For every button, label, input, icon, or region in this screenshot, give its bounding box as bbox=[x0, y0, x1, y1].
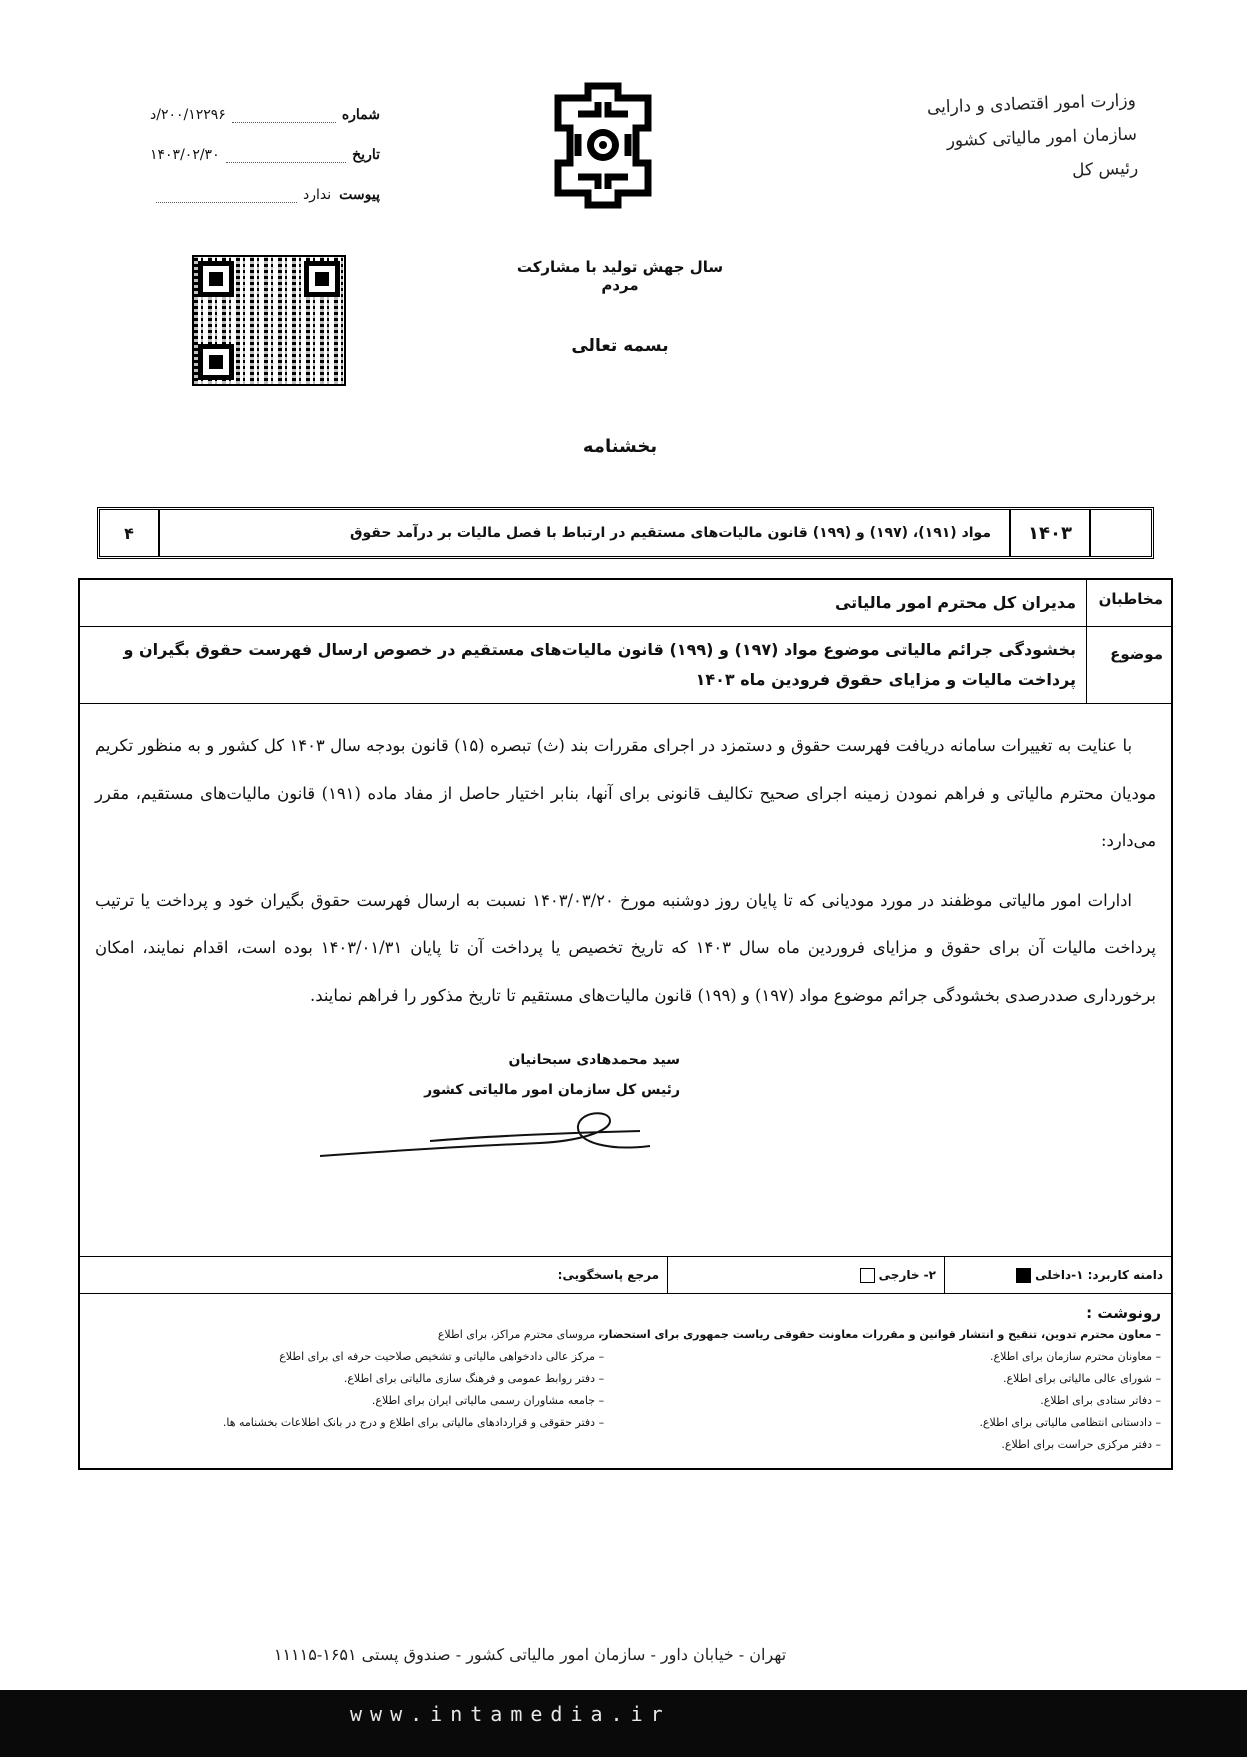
usage-label: دامنه کاربرد: bbox=[1087, 1268, 1163, 1282]
bismillah: بسمه تعالی bbox=[571, 336, 669, 356]
cc-right-item: – دادستانی انتظامی مالیاتی برای اطلاع. bbox=[647, 1412, 1161, 1434]
header-number: ۴ bbox=[124, 523, 134, 543]
copies-full-text: معاون محترم تدوین، تنقیح و انتشار قوانین و مقررات معاونت حقوقی ریاست جمهوری برای استحضار. bbox=[598, 1328, 1152, 1341]
circular-text bbox=[80, 704, 1171, 1019]
cc-left-item: – مروسای محترم مراکز، برای اطلاع bbox=[90, 1324, 604, 1346]
year-slogan: سال جهش تولید با مشارکت مردم bbox=[516, 258, 724, 294]
cc-left-item: – دفتر حقوقی و قراردادهای مالیاتی برای اطلاع و درج در بانک اطلاعات بخشنامه ها. bbox=[90, 1412, 604, 1434]
qr-code bbox=[192, 255, 346, 386]
addressees-label: مخاطبان bbox=[1086, 580, 1171, 626]
signatory-title: رئیس کل سازمان امور مالیاتی کشور bbox=[424, 1082, 680, 1098]
circular-body-table bbox=[78, 578, 1173, 1470]
cc-right-item: – معاونان محترم سازمان برای اطلاع. bbox=[647, 1346, 1161, 1368]
circular-header-bar bbox=[97, 507, 1154, 559]
header-subject: مواد (۱۹۱)، (۱۹۷) و (۱۹۹) قانون مالیات‌های مستقیم در ارتباط با فصل مالیات بر درآمد حقوق bbox=[158, 510, 1009, 556]
cc-right-item: – دفتر مرکزی حراست برای اطلاع. bbox=[647, 1434, 1161, 1456]
cc-left-item: – جامعه مشاوران رسمی مالیاتی ایران برای اطلاع. bbox=[90, 1390, 604, 1412]
ministry-line-2: سازمان امور مالیاتی کشور bbox=[946, 124, 1138, 152]
usage-scope-row bbox=[80, 1256, 1171, 1294]
paragraph-2: ادارات امور مالیاتی موظفند در مورد مودیانی که تا پایان روز دوشنبه مورخ ۱۴۰۳/۰۳/۲۰ نسبت به ارسال فهرست حقوق بگیران خود و پرداخت یا ترتیب پرداخت مالیات آن برای حقوق و مزایای فروردین ماه سال ۱۴۰۳ که تاریخ تخصیص یا پرداخت آن تا پایان ۱۴۰۳/۰۱/۳۱ بوده است، اقدام نمایند، امکان برخورداری صددرصدی بخشودگی جرائم موضوع مواد (۱۹۷) و (۱۹۹) قانون مالیات‌های مستقیم تا تاریخ مذکور را فراهم نمایند. bbox=[95, 890, 1156, 1005]
copies-section bbox=[80, 1294, 1171, 1468]
internal-checkbox[interactable] bbox=[1016, 1268, 1031, 1283]
addressees-value: مدیران کل محترم امور مالیاتی bbox=[834, 593, 1076, 612]
reference-label: مرجع پاسخگویی: bbox=[557, 1268, 659, 1282]
reference-cell bbox=[80, 1257, 667, 1293]
ministry-line-3: رئیس کل bbox=[1071, 158, 1139, 181]
number-label: شماره bbox=[341, 107, 380, 123]
usage-external-label: ۲- خارجی bbox=[878, 1268, 936, 1282]
header-year: ۱۴۰۳ bbox=[1009, 510, 1089, 556]
subject-value: بخشودگی جرائم مالیاتی موضوع مواد (۱۹۷) و (۱۹۹) قانون مالیات‌های مستقیم در خصوص ارسال فهرست حقوق بگیران و پرداخت مالیات و مزایای حقوق فرودین ماه ۱۴۰۳ bbox=[123, 640, 1076, 689]
cc-right-item: – شورای عالی مالیاتی برای اطلاع. bbox=[647, 1368, 1161, 1390]
cc-left-item: – مرکز عالی دادخواهی مالیاتی و تشخیص صلاحیت حرفه ای برای اطلاع bbox=[90, 1346, 604, 1368]
ministry-heading bbox=[875, 83, 1138, 194]
addressees-row bbox=[80, 580, 1171, 627]
tax-organization-emblem-icon bbox=[548, 78, 658, 213]
date-label: تاریخ bbox=[352, 147, 380, 163]
subject-row bbox=[80, 627, 1171, 704]
copies-title: رونوشت : bbox=[1086, 1304, 1161, 1322]
handwritten-signature-icon bbox=[310, 1091, 670, 1171]
paragraph-1: با عنایت به تغییرات سامانه دریافت فهرست حقوق و دستمزد در اجرای مقررات بند (ث) تبصره (۱۵) قانون بودجه سال ۱۴۰۳ کل کشور و به منظور تکریم مودیان محترم مالیاتی و فراهم نمودن زمینه اجرای صحیح تکالیف قانونی برای آنها، بنابر اختیار حاصل از مفاد ماده (۱۹۱) قانون مالیات‌های مستقیم، مقرر می‌دارد: bbox=[95, 736, 1156, 850]
attachment-value: ندارد bbox=[303, 187, 332, 203]
cc-left-item: – دفتر روابط عمومی و فرهنگ سازی مالیاتی برای اطلاع. bbox=[90, 1368, 604, 1390]
letter-meta bbox=[150, 95, 380, 215]
usage-internal-label: ۱-داخلی bbox=[1035, 1268, 1084, 1282]
subject-label: موضوع bbox=[1086, 627, 1171, 703]
copies-left-column bbox=[90, 1324, 604, 1456]
copies-right-column bbox=[647, 1346, 1161, 1456]
usage-internal bbox=[944, 1257, 1171, 1293]
usage-external bbox=[667, 1257, 944, 1293]
number-value: ۲۰۰/۱۲۲۹۶/د bbox=[150, 107, 226, 123]
external-checkbox[interactable] bbox=[860, 1268, 875, 1283]
website-watermark: www.intamedia.ir bbox=[350, 1702, 671, 1726]
footer-address: تهران - خیابان داور - سازمان امور مالیاتی کشور - صندوق پستی ۱۶۵۱-۱۱۱۱۵ bbox=[273, 1645, 787, 1664]
circular-title: بخشنامه bbox=[582, 436, 658, 457]
signature-block bbox=[80, 1031, 1171, 1256]
header-empty-cell bbox=[1089, 510, 1151, 556]
attachment-label: پیوست bbox=[339, 187, 380, 203]
signatory-name: سید محمدهادی سبحانیان bbox=[508, 1052, 680, 1068]
date-value: ۱۴۰۳/۰۲/۳۰ bbox=[150, 147, 220, 163]
copies-full-line: – معاون محترم تدوین، تنقیح و انتشار قوانین و مقررات معاونت حقوقی ریاست جمهوری برای استحضار. bbox=[598, 1328, 1161, 1341]
cc-right-item: – دفاتر ستادی برای اطلاع. bbox=[647, 1390, 1161, 1412]
ministry-line-1: وزارت امور اقتصادی و دارایی bbox=[926, 90, 1137, 118]
scan-bottom-strip bbox=[0, 1690, 1247, 1757]
